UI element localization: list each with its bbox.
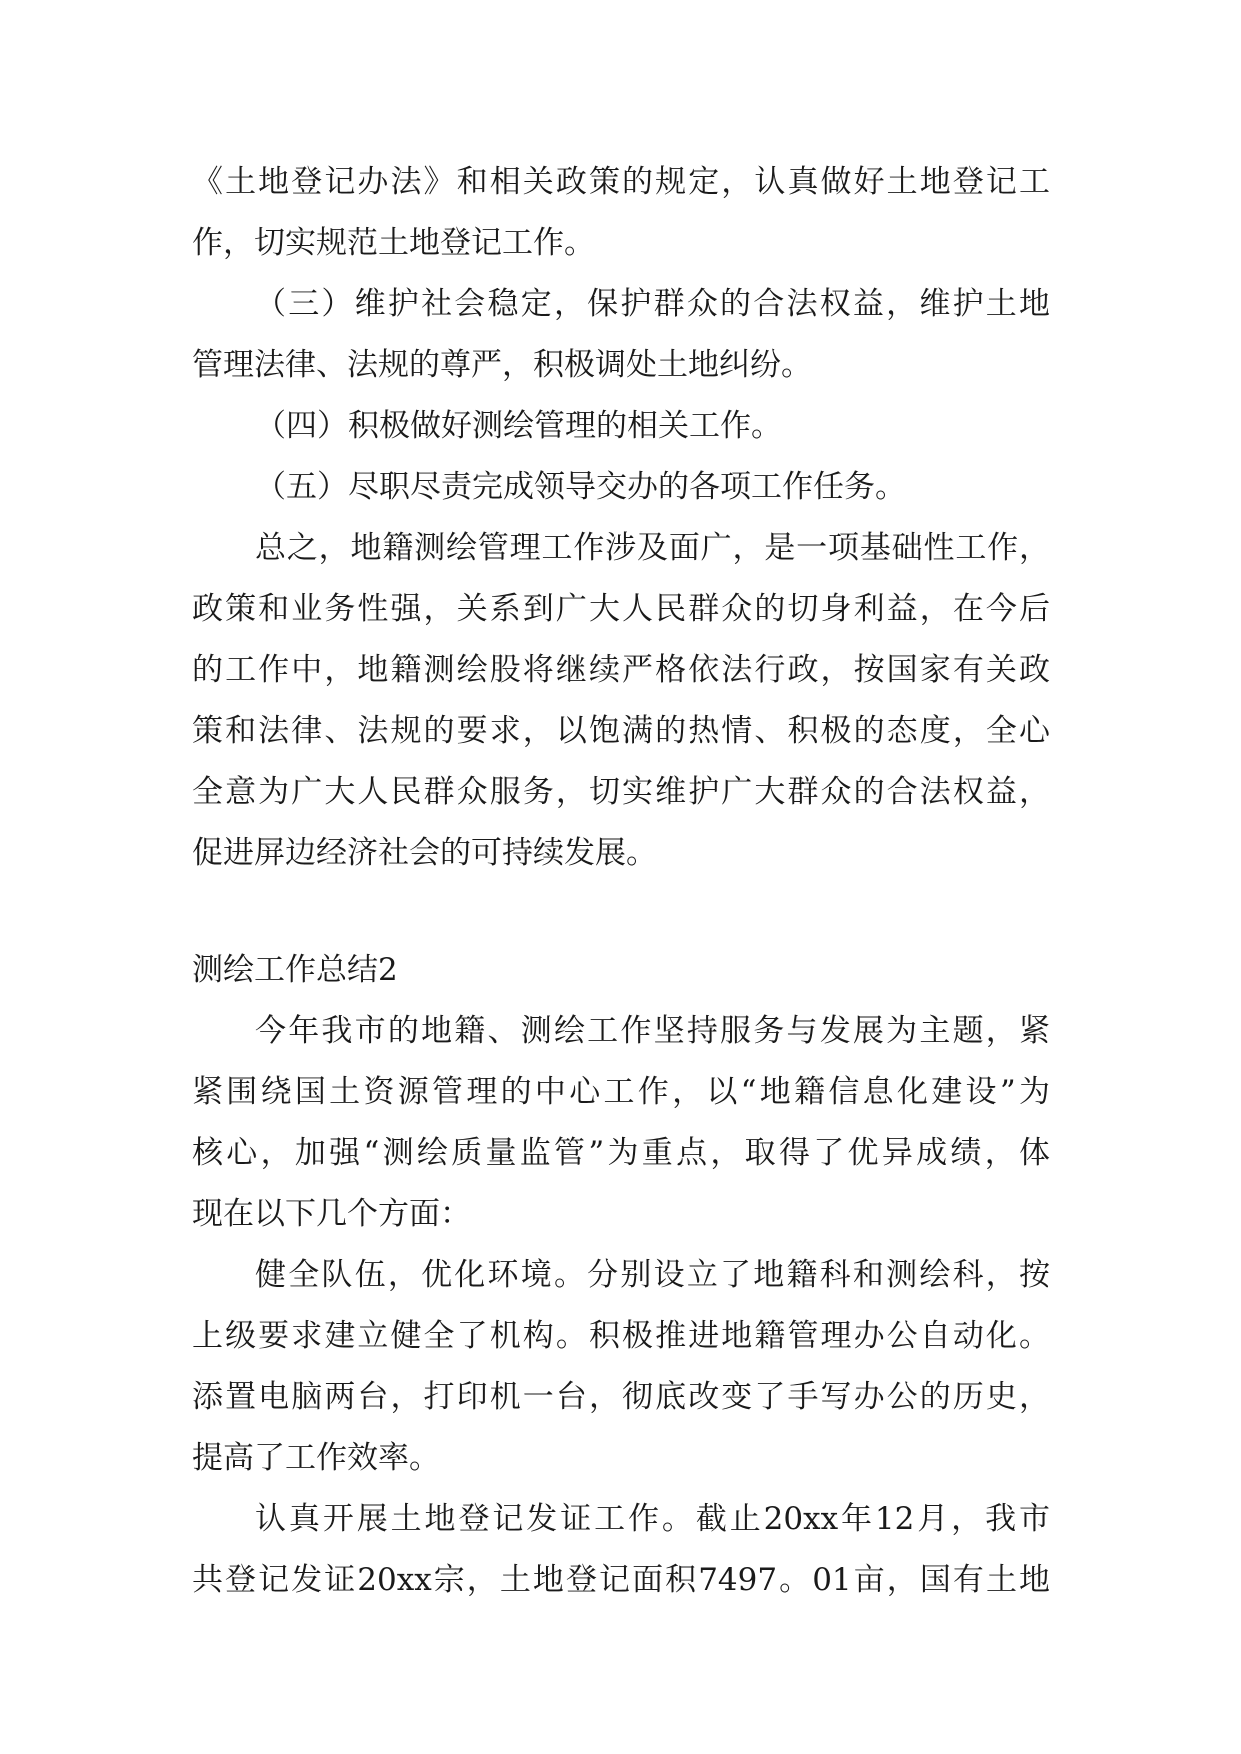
text-line-2: 作，切实规范土地登记工作。 xyxy=(192,225,595,261)
section-heading: 测绘工作总结2 xyxy=(192,952,398,988)
text-line-10: 策和法律、法规的要求，以饱满的热情、积极的态度，全心 xyxy=(192,713,1050,749)
text-line-3: （三）维护社会稳定，保护群众的合法权益，维护土地 xyxy=(255,286,1050,322)
text-line-15: 紧围绕国土资源管理的中心工作，以“地籍信息化建设”为 xyxy=(192,1074,1050,1110)
text-line-9: 的工作中，地籍测绘股将继续严格依法行政，按国家有关政 xyxy=(192,652,1050,688)
text-line-21: 提高了工作效率。 xyxy=(192,1440,440,1476)
text-line-16: 核心，加强“测绘质量监管”为重点，取得了优异成绩，体 xyxy=(192,1135,1050,1171)
text-line-19: 上级要求建立健全了机构。积极推进地籍管理办公自动化。 xyxy=(192,1318,1050,1354)
text-line-22: 认真开展土地登记发证工作。截止20xx年12月，我市 xyxy=(255,1501,1050,1537)
text-line-23: 共登记发证20xx宗，土地登记面积7497。01亩，国有土地 xyxy=(192,1562,1050,1598)
text-line-12: 促进屏边经济社会的可持续发展。 xyxy=(192,835,657,871)
text-line-4: 管理法律、法规的尊严，积极调处土地纠纷。 xyxy=(192,347,812,383)
text-line-20: 添置电脑两台，打印机一台，彻底改变了手写办公的历史， xyxy=(192,1379,1050,1415)
text-line-1: 《土地登记办法》和相关政策的规定，认真做好土地登记工 xyxy=(192,164,1050,200)
text-line-11: 全意为广大人民群众服务，切实维护广大群众的合法权益， xyxy=(192,774,1050,810)
text-line-17: 现在以下几个方面： xyxy=(192,1196,471,1232)
text-line-8: 政策和业务性强，关系到广大人民群众的切身利益，在今后 xyxy=(192,591,1050,627)
text-line-18: 健全队伍，优化环境。分别设立了地籍科和测绘科，按 xyxy=(255,1257,1050,1293)
text-line-14: 今年我市的地籍、测绘工作坚持服务与发展为主题，紧 xyxy=(255,1013,1050,1049)
text-line-5: （四）积极做好测绘管理的相关工作。 xyxy=(255,408,782,444)
text-line-7: 总之，地籍测绘管理工作涉及面广，是一项基础性工作， xyxy=(255,530,1050,566)
text-line-6: （五）尽职尽责完成领导交办的各项工作任务。 xyxy=(255,469,906,505)
